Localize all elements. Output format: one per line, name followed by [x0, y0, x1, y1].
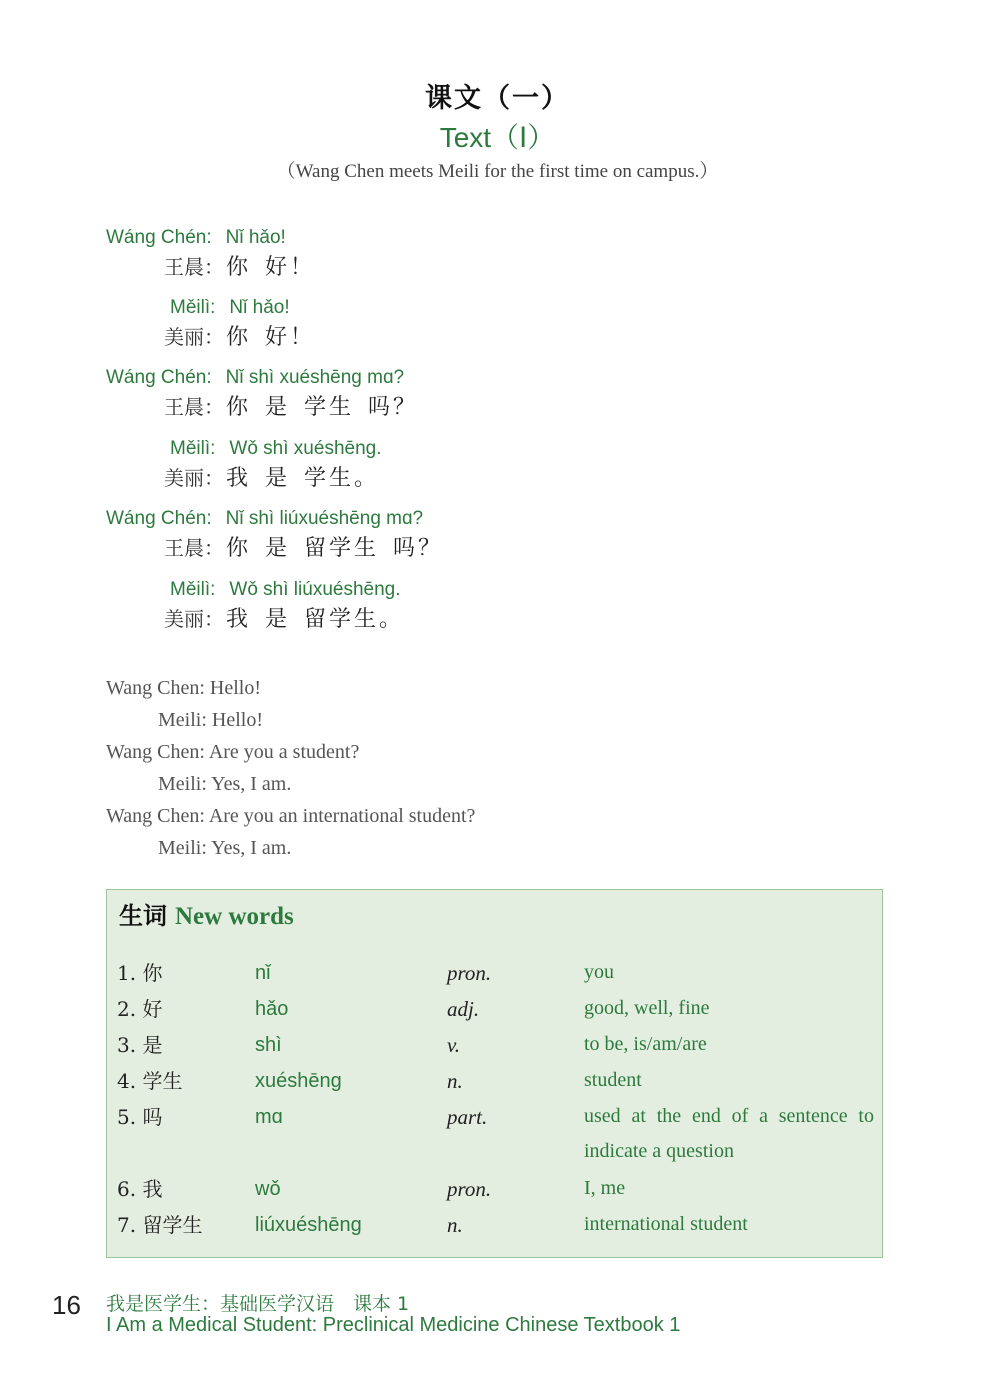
line-pinyin: Nǐ hǎo! — [225, 227, 286, 248]
speaker-pinyin: Měilì: — [170, 297, 216, 318]
vocab-meaning: used at the end of a sentence to indicate a question — [584, 1105, 874, 1162]
dialogue-line — [0, 296, 995, 356]
dialogue-line — [0, 578, 995, 638]
line-chinese: 你 是 留学生 吗？ — [226, 536, 443, 561]
line-pinyin: Wǒ shì liúxuéshēng. — [229, 579, 401, 600]
vocab-word: 3. 是 — [117, 1033, 163, 1057]
vocab-pos: adj. — [447, 997, 480, 1021]
line-pinyin: Nǐ shì xuéshēng mɑ? — [225, 367, 405, 388]
lesson-title-cn: 课文（一） — [425, 83, 570, 114]
line-chinese: 你 好！ — [226, 255, 315, 280]
vocab-pos: v. — [447, 1033, 461, 1057]
vocab-pos: part. — [447, 1105, 488, 1129]
speaker-chinese: 王晨： — [164, 536, 224, 560]
lesson-title-en: Text（Ⅰ） — [439, 122, 556, 153]
vocab-pos: pron. — [447, 1177, 492, 1201]
vocab-row — [107, 955, 884, 991]
vocab-pinyin: wǒ — [255, 1178, 281, 1200]
vocab-meaning: to be, is/am/are — [584, 1033, 707, 1055]
vocab-word: 6. 我 — [117, 1177, 163, 1201]
dialogue-line — [0, 437, 995, 497]
page-number: 16 — [52, 1290, 81, 1320]
book-title-en: I Am a Medical Student: Preclinical Medicine Chinese Textbook 1 — [106, 1314, 681, 1336]
book-title-cn: 我是医学生：基础医学汉语 课本 1 — [106, 1293, 410, 1315]
translation-line: Wang Chen: Are you a student? — [106, 741, 360, 763]
vocab-pinyin: shì — [255, 1034, 282, 1056]
speaker-pinyin: Wáng Chén: — [106, 227, 212, 248]
speaker-pinyin: Měilì: — [170, 579, 216, 600]
speaker-pinyin: Měilì: — [170, 438, 216, 459]
vocab-pinyin: liúxuéshēng — [255, 1214, 362, 1236]
vocab-pinyin: xuéshēng — [255, 1070, 342, 1092]
speaker-pinyin: Wáng Chén: — [106, 367, 212, 388]
vocab-pinyin: mɑ — [255, 1106, 283, 1128]
translation-line: Meili: Hello! — [158, 709, 263, 731]
vocab-row — [107, 1171, 884, 1207]
vocab-row — [107, 991, 884, 1027]
line-pinyin: Nǐ shì liúxuéshēng mɑ? — [225, 508, 424, 529]
new-words-title-cn: 生词 — [119, 901, 167, 930]
vocab-meaning: student — [584, 1069, 642, 1091]
vocab-word: 5. 吗 — [117, 1105, 163, 1129]
dialogue-line — [0, 507, 995, 567]
vocab-row — [107, 1099, 884, 1171]
translation-line: Meili: Yes, I am. — [158, 837, 292, 859]
vocab-word: 4. 学生 — [117, 1069, 183, 1093]
speaker-chinese: 美丽： — [164, 607, 224, 631]
vocab-meaning: I, me — [584, 1177, 626, 1199]
translation-line: Wang Chen: Are you an international student? — [106, 805, 476, 827]
line-pinyin: Nǐ hǎo! — [229, 297, 290, 318]
vocab-pos: n. — [447, 1213, 463, 1237]
line-chinese: 你 好！ — [226, 325, 315, 350]
line-chinese: 我 是 学生。 — [226, 466, 379, 491]
vocab-row — [107, 1207, 884, 1243]
dialogue-line — [0, 226, 995, 286]
vocab-pinyin: hǎo — [255, 998, 289, 1020]
vocab-meaning: you — [584, 961, 614, 983]
vocab-word: 2. 好 — [117, 997, 163, 1021]
vocab-word: 1. 你 — [117, 961, 163, 985]
speaker-chinese: 王晨： — [164, 395, 224, 419]
translation-line: Meili: Yes, I am. — [158, 773, 292, 795]
vocab-row — [107, 1063, 884, 1099]
line-pinyin: Wǒ shì xuéshēng. — [229, 438, 382, 459]
vocab-row — [107, 1027, 884, 1063]
vocab-meaning: good, well, fine — [584, 997, 710, 1019]
vocab-pos: n. — [447, 1069, 463, 1093]
speaker-chinese: 美丽： — [164, 466, 224, 490]
lesson-subtitle: （Wang Chen meets Meili for the first time on campus.） — [276, 161, 719, 182]
line-chinese: 你 是 学生 吗？ — [226, 395, 418, 420]
vocab-pinyin: nǐ — [255, 962, 271, 984]
line-chinese: 我 是 留学生。 — [226, 607, 404, 632]
vocab-pos: pron. — [447, 961, 492, 985]
vocab-meaning: international student — [584, 1213, 748, 1235]
dialogue-line — [0, 366, 995, 426]
new-words-title-en: New words — [175, 903, 294, 930]
new-words-title — [119, 900, 294, 932]
translation-line: Wang Chen: Hello! — [106, 677, 262, 699]
speaker-chinese: 美丽： — [164, 325, 224, 349]
speaker-pinyin: Wáng Chén: — [106, 508, 212, 529]
new-words-box — [106, 889, 883, 1258]
vocab-word: 7. 留学生 — [117, 1213, 203, 1237]
speaker-chinese: 王晨： — [164, 255, 224, 279]
